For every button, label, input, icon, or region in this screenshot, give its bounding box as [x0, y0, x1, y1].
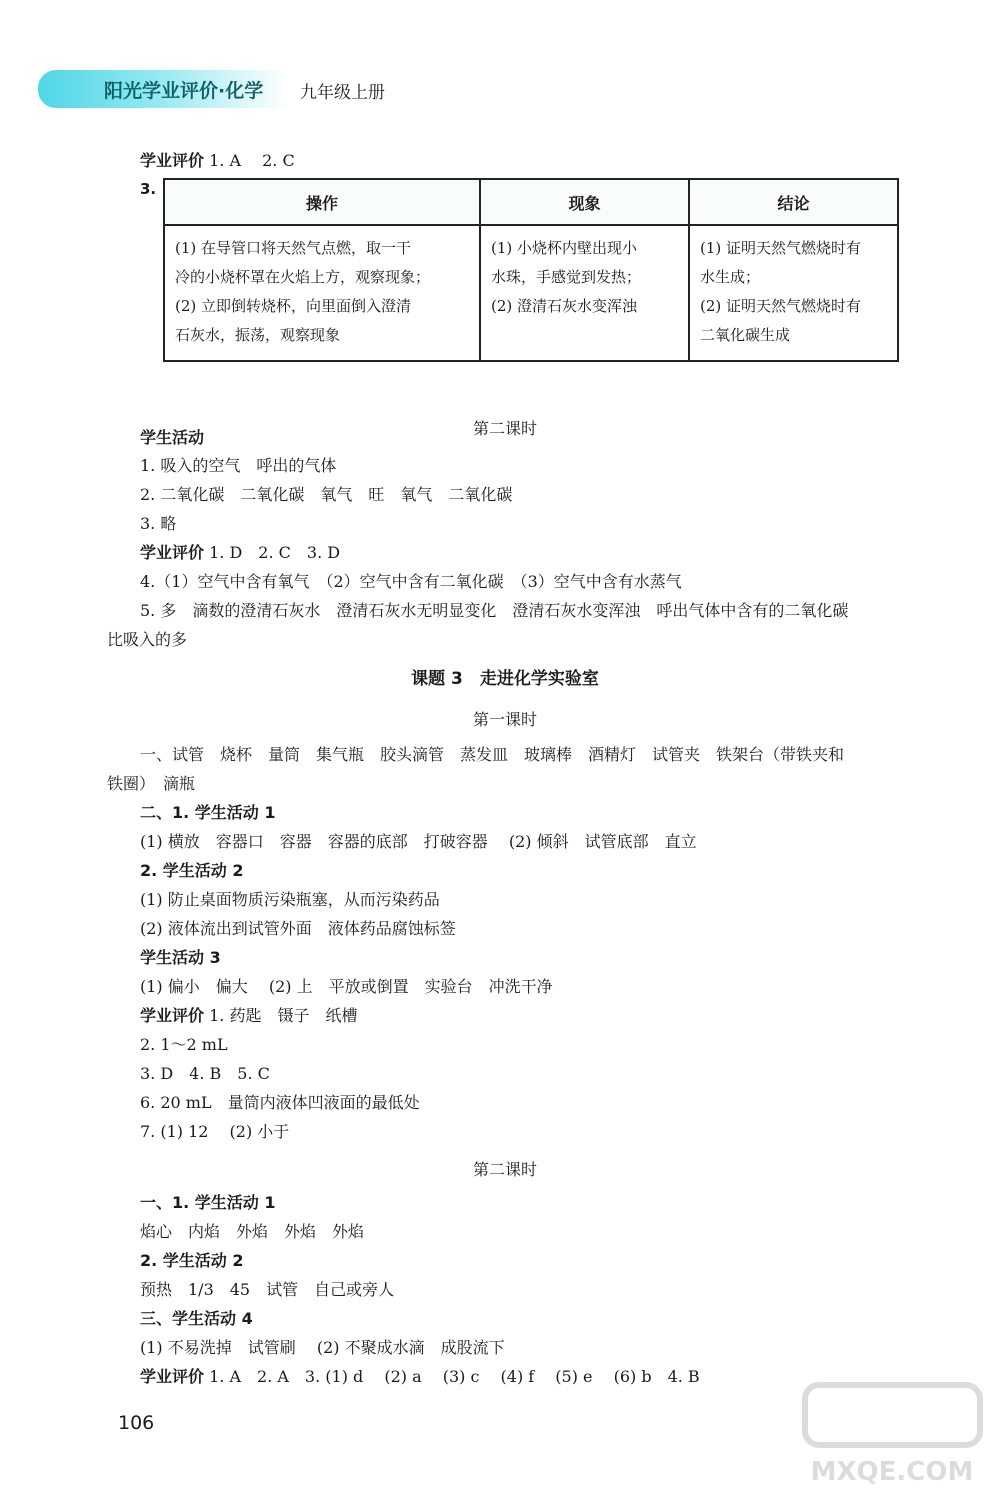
cell-line: 冷的小烧杯罩在火焰上方，观察现象；	[175, 268, 431, 286]
activity-heading: 学生活动 3	[140, 948, 221, 967]
cell-line: (1) 证明天然气燃烧时有	[700, 239, 862, 257]
answer-line: 6. 20 mL 量筒内液体凹液面的最低处	[140, 1093, 420, 1112]
answer-line: 2. 1～2 mL	[140, 1035, 228, 1054]
cell-line: (2) 澄清石灰水变浑浊	[491, 297, 638, 315]
answer-line: 比吸入的多	[107, 630, 188, 649]
answer-line: (1) 防止桌面物质污染瓶塞，从而污染药品	[140, 890, 440, 909]
header-phenomenon: 现象	[480, 179, 689, 225]
cell-line: 石灰水，振荡，观察现象	[175, 326, 341, 344]
activity-heading: 2. 学生活动 2	[140, 861, 244, 880]
eval-label: 学业评价	[140, 1006, 205, 1025]
answer-line: 3. D 4. B 5. C	[140, 1064, 270, 1083]
eval-answers: 1. 药匙 镊子 纸槽	[209, 1006, 358, 1025]
lesson-two-heading-b: 第二课时	[472, 1160, 537, 1179]
answer-line: 5. 多 滴数的澄清石灰水 澄清石灰水无明显变化 澄清石灰水变浑浊 呼出气体中含有的二氧化碳	[140, 601, 849, 620]
watermark-text: MXQE.COM	[810, 1457, 974, 1487]
header-conclusion: 结论	[689, 179, 898, 225]
table-header-row	[164, 179, 898, 225]
cell-conclusion	[689, 225, 898, 361]
book-subtitle: 九年级上册	[300, 83, 385, 103]
activity-heading: 2. 学生活动 2	[140, 1251, 244, 1270]
eval-line-4	[140, 1364, 700, 1387]
header-operation: 操作	[164, 179, 480, 225]
cell-line: (1) 小烧杯内壁出现小	[491, 239, 638, 257]
watermark-logo	[800, 1380, 985, 1490]
answer-line: 4.（1）空气中含有氧气 （2）空气中含有二氧化碳 （3）空气中含有水蒸气	[140, 572, 682, 591]
eval-line-1	[140, 148, 295, 171]
answer-line: 3. 略	[140, 514, 177, 533]
eval-line-2	[140, 540, 340, 563]
answer-line: 预热 1/3 45 试管 自己或旁人	[140, 1280, 395, 1299]
cell-line: (1) 在导管口将天然气点燃，取一干	[175, 239, 412, 257]
cell-line: (2) 证明天然气燃烧时有	[700, 297, 862, 315]
eval-label: 学业评价	[140, 543, 205, 562]
answer-line: 1. 吸入的空气 呼出的气体	[140, 456, 337, 475]
table-row	[164, 225, 898, 361]
table-number: 3.	[140, 180, 157, 198]
cell-line: 水生成；	[700, 268, 761, 286]
activity-heading: 学生活动	[140, 428, 205, 447]
page-number: 106	[118, 1412, 155, 1434]
answer-line: (1) 横放 容器口 容器 容器的底部 打破容器 (2) 倾斜 试管底部 直立	[140, 832, 697, 851]
lesson-two-heading: 第二课时	[472, 419, 537, 438]
eval-answers: 1. D 2. C 3. D	[209, 543, 341, 562]
book-title: 阳光学业评价·化学	[104, 80, 264, 102]
answer-line: 一、试管 烧杯 量筒 集气瓶 胶头滴管 蒸发皿 玻璃棒 酒精灯 试管夹 铁架台（带铁夹和	[140, 745, 845, 764]
experiment-table	[163, 178, 899, 362]
lesson-one-heading: 第一课时	[472, 710, 537, 729]
eval-answers: 1. A 2. C	[209, 151, 295, 170]
eval-line-3	[140, 1003, 357, 1026]
cell-phenomenon	[480, 225, 689, 361]
activity-heading: 一、1. 学生活动 1	[140, 1193, 276, 1212]
cell-line: 水珠，手感觉到发热；	[491, 268, 642, 286]
cell-line: 二氧化碳生成	[700, 326, 791, 344]
cell-operation	[164, 225, 480, 361]
eval-label: 学业评价	[140, 151, 205, 170]
eval-label: 学业评价	[140, 1367, 205, 1386]
answer-line: (2) 液体流出到试管外面 液体药品腐蚀标签	[140, 919, 456, 938]
activity-heading: 三、学生活动 4	[140, 1309, 253, 1328]
topic-heading: 课题 3 走进化学实验室	[411, 669, 599, 689]
activity-heading: 二、1. 学生活动 1	[140, 803, 276, 822]
answer-line: 铁圈） 滴瓶	[107, 774, 196, 793]
answer-line: (1) 偏小 偏大 (2) 上 平放或倒置 实验台 冲洗干净	[140, 977, 553, 996]
answer-line: 7. (1) 12 (2) 小于	[140, 1122, 290, 1141]
answer-line: (1) 不易洗掉 试管刷 (2) 不聚成水滴 成股流下	[140, 1338, 505, 1357]
answer-line: 焰心 内焰 外焰 外焰 外焰	[140, 1222, 365, 1241]
cell-line: (2) 立即倒转烧杯，向里面倒入澄清	[175, 297, 412, 315]
answer-line: 2. 二氧化碳 二氧化碳 氧气 旺 氧气 二氧化碳	[140, 485, 513, 504]
eval-answers: 1. A 2. A 3. (1) d (2) a (3) c (4) f (5) e (6) b 4. B	[209, 1367, 700, 1386]
